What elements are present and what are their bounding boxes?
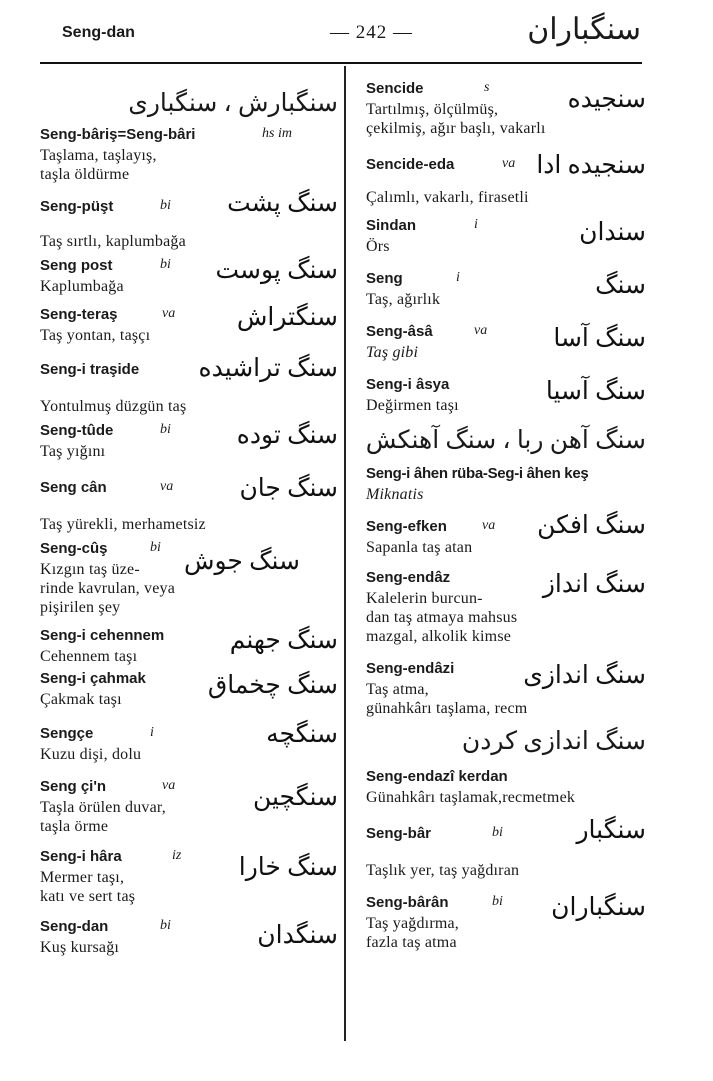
entry-definition-line: günahkârı taşlama, recm [366,700,528,717]
entry-arabic: سنگدان [257,922,338,949]
entry-tag: i [456,270,460,285]
entry-definition-line: taşla öldürme [40,166,130,183]
entry-arabic: سنگ پشت [227,190,338,217]
dictionary-entry [366,817,646,845]
entry-definition-line: Kalelerin burcun- [366,590,483,607]
entry-definition-line: Miknatis [366,486,424,503]
entry-arabic: سندان [579,219,646,246]
entry-tag: s [484,80,490,95]
entry-definition-line: Taşlık yer, taş yağdıran [366,862,520,879]
entry-tag: bi [492,894,503,909]
dictionary-entry [40,126,338,184]
dictionary-entry [40,257,338,296]
entry-definition-line: Sapanla taş atan [366,539,473,556]
header-guide-word: Seng-dan [62,24,135,41]
entry-definition-line: Taş yürekli, merhametsiz [40,516,206,533]
entry-term: Seng-i traşide [40,361,140,378]
entry-term: Seng çi'n [40,778,107,795]
entry-term: Seng-cûş [40,540,108,557]
dictionary-entry [366,376,646,415]
dictionary-entry [40,190,338,251]
entry-term: Seng-endâzi [366,660,455,677]
entry-tag: bi [160,198,171,213]
entry-term: Seng-bâriş=Seng-bâri [40,126,196,143]
entry-definition-line: Çakmak taşı [40,691,122,708]
entry-term: Seng-i hâra [40,848,122,865]
entry-tag: i [150,725,154,740]
entry-term: Seng-tûde [40,422,114,439]
entry-tag: bi [160,918,171,933]
entry-term: Seng-i cehennem [40,627,165,644]
entry-term: Seng-bârân [366,894,449,911]
entry-arabic: سنگ خارا [238,854,338,881]
entry-tag: iz [172,848,182,863]
entry-definition-line: Taş sırtlı, kaplumbağa [40,233,186,250]
entry-term: Seng-endazî kerdan [366,768,508,785]
entry-definition-line: taşla örme [40,818,109,835]
entry-definition-line: Taş yağdırma, [366,915,460,932]
entry-definition-line: Taşlama, taşlayış, [40,147,157,164]
entry-definition-line: Taş atma, [366,681,429,698]
entry-arabic: سنجیده [567,86,646,113]
entry-term: Seng cân [40,479,107,496]
entry-tag: va [160,479,174,494]
right-column [366,70,646,952]
entry-tag: bi [492,825,503,840]
entry-tag: i [474,217,478,232]
entry-definition-line: Mermer taşı, [40,869,125,886]
entry-definition-line: Tartılmış, ölçülmüş, [366,101,499,118]
entry-arabic: سنگ افکن [537,512,646,539]
entry-arabic: سنگ انداز [542,571,646,598]
entry-definition-line: Taş, ağırlık [366,291,441,308]
entry-term: Sindan [366,217,417,234]
entry-term: Sencide-eda [366,156,455,173]
entry-definition-line: Taşla örülen duvar, [40,799,166,816]
entry-tag: va [162,778,176,793]
entry-term: Seng-i âsya [366,376,450,393]
entry-definition-line: Kaplumbağa [40,278,124,295]
entry-definition-line: Taş yığını [40,443,106,460]
page-header [0,0,713,70]
arabic-heading-line: سنگ آهن ربا ، سنگ آهنکش [365,427,646,454]
column-divider [344,66,346,1041]
dictionary-entry [366,569,646,646]
entry-definition-line: Değirmen taşı [366,397,459,414]
entry-definition-line: Taş yontan, taşçı [40,327,151,344]
entry-term: Seng-endâz [366,569,451,586]
entry-arabic: سنگ آسیا [545,378,646,405]
entry-definition-line: fazla taş atma [366,934,457,951]
entry-tag: va [502,156,516,171]
dictionary-entry [40,918,338,957]
entry-term: Seng-bâr [366,825,432,842]
entry-arabic: سنجیده ادا [536,152,646,179]
entry-definition-line: çekilmiş, ağır başlı, vakarlı [366,120,546,137]
entry-definition-line: mazgal, alkolik kimse [366,628,512,645]
entry-term: Seng-i âhen rüba-Seg-i âhen keş [366,465,589,482]
entry-arabic: سنگچین [252,784,338,811]
entry-arabic: سنگباران [551,894,646,921]
entry-tag: bi [160,257,171,272]
entry-term: Sengçe [40,725,94,742]
entry-tag: bi [160,422,171,437]
dictionary-entry [40,848,338,906]
dictionary-entry [366,465,646,504]
entry-term: Seng-efken [366,518,447,535]
dictionary-entry [40,475,338,534]
entry-tag: va [474,323,488,338]
left-column [40,70,338,957]
entry-term: Seng post [40,257,113,274]
page-number: — 242 — [330,22,413,43]
dictionary-entry [366,270,646,309]
entry-arabic: سنگتراش [236,304,338,331]
entry-definition-line: Yontulmuş düzgün taş [40,398,187,415]
dictionary-entry [366,217,646,256]
entry-arabic: سنگ پوست [215,257,338,284]
dictionary-entry [366,861,646,880]
entry-definition-line: Kuzu dişi, dolu [40,746,142,763]
dictionary-entry [40,721,338,764]
entry-definition-line: Taş gibi [366,344,419,361]
entry-definition-line: rinde kavrulan, veya [40,580,176,597]
header-rule [40,62,642,64]
entry-definition-line: Cehennem taşı [40,648,138,665]
dictionary-entry [366,80,646,138]
entry-tag: hs im [262,126,292,141]
arabic-heading-line: سنگ اندازی کردن [461,728,646,755]
entry-arabic: سنگ چخماق [207,672,338,699]
entry-term: Seng-teraş [40,306,118,323]
entry-arabic: سنگ جهنم [229,627,338,654]
dictionary-entry [366,512,646,557]
entry-term: Seng-dan [40,918,109,935]
entry-term: Seng-âsâ [366,323,433,340]
dictionary-entry [366,323,646,362]
entry-arabic: سنگ جوش [183,548,300,575]
dictionary-entry [40,778,338,836]
dictionary-entry [40,670,338,709]
entry-tag: va [482,518,496,533]
dictionary-entry [366,660,646,718]
dictionary-entry [366,894,646,952]
dictionary-entry [366,152,646,207]
entry-arabic: سنگبار [576,817,646,844]
entry-arabic: سنگ [595,272,646,299]
entry-term: Sencide [366,80,424,97]
entry-definition-line: Çalımlı, vakarlı, firasetli [366,189,529,206]
dictionary-entry [40,306,338,345]
entry-arabic: سنگچه [266,721,338,748]
entry-term: Seng [366,270,403,287]
entry-definition-line: pişirilen şey [40,599,121,616]
entry-arabic: سنگ جان [239,475,338,502]
entry-arabic: سنگ اندازی [523,662,646,689]
dictionary-entry [366,768,646,807]
entry-definition-line: Kuş kursağı [40,939,120,956]
dictionary-entry [40,627,338,666]
entry-arabic: سنگ توده [236,422,338,449]
entry-term: Seng-i çahmak [40,670,146,687]
dictionary-entry [40,540,338,617]
dictionary-entry [40,355,338,416]
arabic-heading-line: سنگبارش ، سنگباری [128,90,338,117]
entry-arabic: سنگ آسا [553,325,646,352]
entry-definition-line: Örs [366,238,390,255]
dictionary-entry [40,422,338,461]
header-arabic-word: سنگباران [527,13,641,46]
entry-definition-line: katı ve sert taş [40,888,136,905]
entry-tag: va [162,306,176,321]
entry-definition-line: dan taş atmaya mahsus [366,609,518,626]
entry-definition-line: Kızgın taş üze- [40,561,140,578]
entry-arabic: سنگ تراشیده [198,355,338,382]
entry-term: Seng-püşt [40,198,114,215]
entry-tag: bi [150,540,161,555]
entry-definition-line: Günahkârı taşlamak,recmetmek [366,789,576,806]
